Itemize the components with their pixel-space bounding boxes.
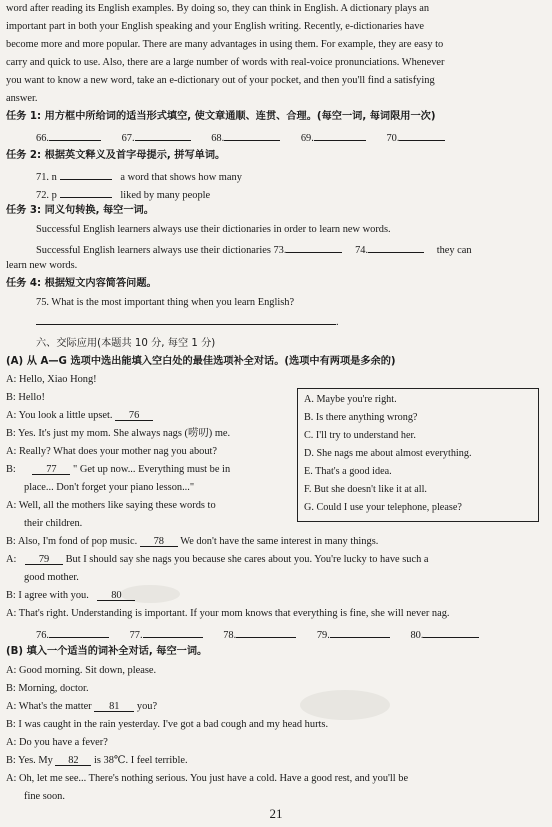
item-number: 78. (223, 630, 237, 641)
task1-title: 任务 1: 用方框中所给词的适当形式填空, 使文章通顺、连贯、合理。(每空一词, 每词限用一次) (6, 111, 436, 122)
passage-line: become more and more popular. There are many advantages in using them. For example, they are easy to (6, 39, 444, 50)
passage-line: word after reading its English examples. By doing so, they can think in English. A dictionary plays an (6, 3, 430, 14)
passage-line: you want to know a new word, take an e-dictionary out of your pocket, and then you'll find a satisfying (6, 75, 435, 86)
item-number: 68. (211, 133, 225, 144)
answer-blank[interactable] (140, 536, 178, 547)
option-b: B. Is there anything wrong? (304, 412, 418, 423)
answer-line-75 (36, 314, 339, 329)
answer-blank[interactable] (143, 627, 203, 638)
rewrite-sentence-end: learn new words. (6, 260, 78, 271)
blank-number: 77 (46, 464, 57, 475)
dialogue-text: A: You look a little upset. (6, 410, 113, 421)
item-number: 74. (355, 245, 369, 256)
page-number: 21 (269, 806, 283, 821)
partB-title: (B) 填入一个适当的词补全对话, 每空一词。 (6, 646, 208, 657)
item-number: 80. (410, 630, 424, 641)
options-box (297, 388, 539, 522)
answer-blank[interactable] (115, 410, 153, 421)
item-number: 66. (36, 133, 49, 144)
dialogue-text: you? (136, 701, 158, 712)
dialogue-line: their children. (24, 518, 83, 529)
question-75: 75. What is the most important thing when you learn English? (36, 297, 295, 308)
blank-number: 81 (109, 701, 120, 712)
dialogue-line: place... Don't forget your piano lesson..." (24, 482, 195, 493)
passage-line: answer. (6, 93, 38, 104)
question-71 (36, 169, 242, 184)
original-sentence: Successful English learners always use their dictionaries in order to learn new words. (36, 224, 391, 235)
answer-blank[interactable] (236, 627, 296, 638)
scan-smudge (300, 690, 390, 720)
dialogue-line (6, 464, 230, 476)
item-number: 79. (316, 630, 330, 641)
answer-blank[interactable] (49, 130, 101, 141)
answer-blank[interactable] (423, 627, 479, 638)
answer-blank[interactable] (135, 130, 191, 141)
dialogue-text: B: Yes. My (6, 755, 53, 766)
option-e: E. That's a good idea. (304, 466, 392, 477)
dialogue-line (6, 755, 188, 767)
option-g: G. Could I use your telephone, please? (304, 502, 462, 513)
dialogue-line: B: Hello! (6, 392, 45, 403)
dialogue-line (6, 554, 429, 566)
dialogue-line: A: Well, all the mothers like saying these words to (6, 500, 216, 511)
dialogue-line: A: That's right. Understanding is important. If your mom knows that everything is fine, she will never nag. (6, 608, 450, 619)
dialogue-text: B: I agree with you. (6, 590, 89, 601)
answer-row-76-80 (36, 627, 479, 642)
item-number: 67. (121, 133, 135, 144)
option-d: D. She nags me about almost everything. (304, 448, 472, 459)
dialogue-line: B: Yes. It's just my mom. She always nags (唠叨) me. (6, 428, 231, 439)
question-label: 71. n (36, 172, 57, 183)
dialogue-line: A: Good morning. Sit down, please. (6, 665, 157, 676)
answer-blank[interactable] (286, 242, 342, 253)
blank-number: 82 (68, 755, 79, 766)
dialogue-text: But I should say she nags you because she cares about you. You're lucky to have such a (65, 554, 429, 565)
answer-blank[interactable] (224, 130, 280, 141)
passage-line: important part in both your English speaking and your English writing. Recently, e-dictionaries have (6, 21, 425, 32)
dialogue-line: fine soon. (24, 791, 65, 802)
item-number: 76. (36, 630, 49, 641)
dialogue-line (6, 590, 135, 602)
rewrite-sentence (36, 242, 472, 257)
question-label: 72. p (36, 190, 57, 201)
answer-blank[interactable] (399, 130, 445, 141)
answer-blank[interactable] (97, 590, 135, 601)
blank-number: 79 (38, 554, 50, 565)
period: . (336, 317, 339, 328)
dialogue-line: A: Oh, let me see... There's nothing serious. You just have a cold. Have a good rest, and you'll be (6, 773, 409, 784)
answer-blank[interactable] (60, 187, 112, 198)
option-c: C. I'll try to understand her. (304, 430, 416, 441)
task2-title: 任务 2: 根据英文释义及首字母提示, 拼写单词。 (6, 150, 226, 161)
passage-line: carry and quick to use. Also, there are a large number of words with real-voice pronunciations. Whenever (6, 57, 445, 68)
item-number: 69. (300, 133, 314, 144)
definition-text: liked by many people (120, 190, 211, 201)
dialogue-line (6, 701, 157, 713)
sentence-text: they can (436, 245, 472, 256)
partA-title: (A) 从 A—G 选项中选出能填入空白处的最佳选项补全对话。(选项中有两项是多余的) (6, 356, 396, 367)
section-title: 六、交际应用(本题共 10 分, 每空 1 分) (36, 338, 216, 349)
answer-blank[interactable] (330, 627, 390, 638)
blank-number: 80 (111, 590, 122, 601)
dialogue-text: " Get up now... Everything must be in (73, 464, 231, 475)
answer-blank[interactable] (94, 701, 134, 712)
sentence-text: Successful English learners always use their dictionaries 73. (36, 245, 287, 256)
answer-blank[interactable] (60, 169, 112, 180)
answer-blank[interactable] (36, 314, 336, 325)
dialogue-text: A: What's the matter (6, 701, 92, 712)
answer-blank[interactable] (314, 130, 366, 141)
dialogue-text: B: Also, I'm fond of pop music. (6, 536, 138, 547)
answer-blank[interactable] (49, 627, 109, 638)
dialogue-text: is 38℃. I feel terrible. (94, 755, 188, 766)
answer-blank[interactable] (55, 755, 91, 766)
question-72 (36, 187, 210, 202)
dialogue-text: A: (6, 554, 17, 565)
dialogue-text: B: (6, 464, 16, 475)
item-number: 70. (386, 133, 400, 144)
answer-blank[interactable] (25, 554, 63, 565)
definition-text: a word that shows how many (120, 172, 242, 183)
option-a: A. Maybe you're right. (304, 394, 397, 405)
dialogue-line (6, 536, 378, 548)
blank-number: 76 (128, 410, 140, 421)
dialogue-line: A: Hello, Xiao Hong! (6, 374, 97, 385)
task3-title: 任务 3: 同义句转换, 每空一词。 (6, 205, 154, 216)
dialogue-line: good mother. (24, 572, 79, 583)
answer-blank[interactable] (368, 242, 424, 253)
answer-blank[interactable] (32, 464, 70, 475)
dialogue-line: B: I was caught in the rain yesterday. I've got a bad cough and my head hurts. (6, 719, 329, 730)
task4-title: 任务 4: 根据短文内容简答问题。 (6, 278, 157, 289)
dialogue-text: We don't have the same interest in many things. (180, 536, 379, 547)
dialogue-line: B: Morning, doctor. (6, 683, 89, 694)
item-number: 77. (129, 630, 143, 641)
dialogue-line: A: Do you have a fever? (6, 737, 108, 748)
dialogue-line (6, 410, 153, 422)
answer-row-66-70 (36, 130, 445, 145)
blank-number: 78 (153, 536, 164, 547)
option-f: F. But she doesn't like it at all. (304, 484, 427, 495)
dialogue-line: A: Really? What does your mother nag you about? (6, 446, 218, 457)
